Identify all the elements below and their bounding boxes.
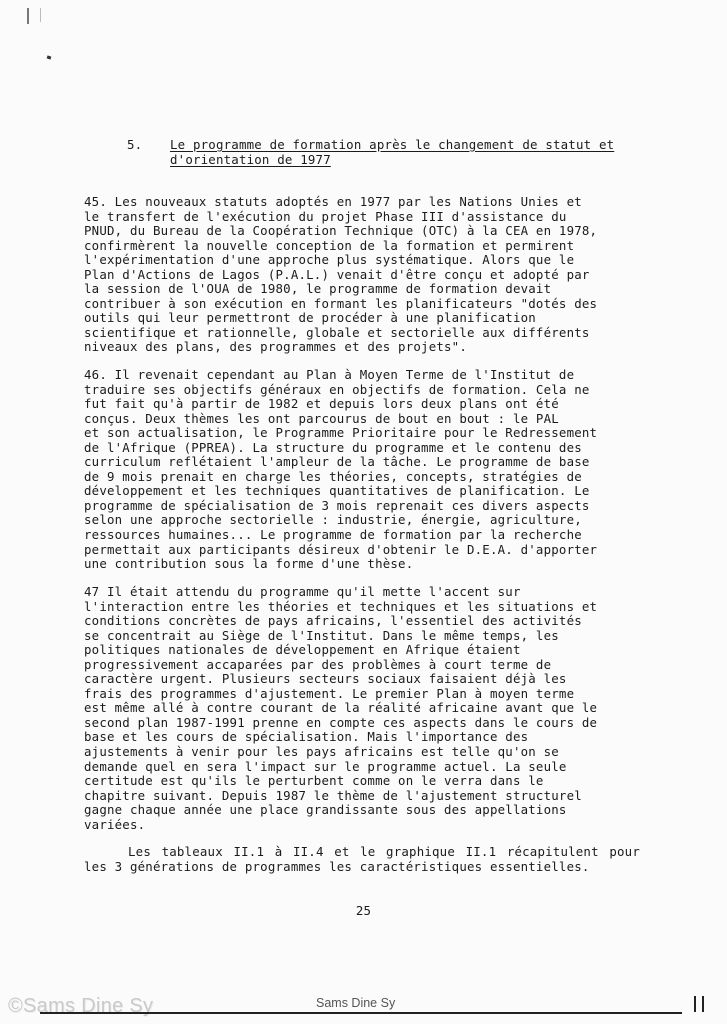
- footer-credit: Sams Dine Sy: [316, 996, 396, 1010]
- scan-artifact-mark: [27, 8, 29, 24]
- section-title: Le programme de formation après le changement de statut et d'orientation de 1977: [170, 137, 615, 167]
- paragraph-final: [84, 845, 640, 874]
- paragraph-final-text: Les tableaux II.1 à II.4 et le graphique II.1 récapitulent pour les 3 générations de programmes les caractéristiques essentielles.: [84, 844, 640, 874]
- footer-watermark: ©Sams Dine Sy: [8, 995, 154, 1017]
- footer-rule: [40, 1012, 682, 1014]
- scan-artifact-mark: [40, 8, 41, 22]
- paragraph-47: 47 Il était attendu du programme qu'il mette l'accent sur l'interaction entre les théories et techniques et les situations et conditions concrètes de pays africains, l'essentiel des activités se concentrait au Siège de l'Institut. Dans le même temps, les politiques nationales de développement en Afrique étaient progressivement accaparées par des problèmes à court terme de caractère urgent. Plusieurs secteurs sociaux faisaient déjà les frais des programmes d'ajustement. Le premier Plan à moyen terme est même allé à contre courant de la réalité africaine avant que le second plan 1987-1991 prenne en compte ces aspects dans le cours de base et les cours de spécialisation. Mais l'importance des ajustements à venir pour les pays africains est telle qu'on se demande quel en sera l'impact sur le programme actuel. La seule certitude est qu'ils le perturbent comme on le verra dans le chapitre suivant. Depuis 1987 le thème de l'ajustement structurel gagne chaque année une place grandissante sous des appellations variées.: [84, 584, 598, 832]
- footer-tick-mark: [694, 996, 696, 1012]
- scan-artifact-dot: [47, 55, 52, 59]
- paragraph-46: 46. Il revenait cependant au Plan à Moyen Terme de l'Institut de traduire ses objectifs généraux en objectifs de formation. Cela ne fut fait qu'à partir de 1982 et depuis lors deux plans ont été conçus. Deux thèmes les ont parcourus de bout en bout : le PAL et son actualisation, le Programme Prioritaire pour le Redressement de l'Afrique (PPREA). La structure du programme et le contenu des curriculum reflétaient l'ampleur de la tâche. Le programme de base de 9 mois prenait en charge les théories, concepts, stratégies de développement et les techniques quantitatives de planification. Le programme de spécialisation de 3 mois reprenait ces divers aspects selon une approche sectorielle : industrie, énergie, agriculture, ressources humaines... Le programme de formation par la recherche permettait aux participants désireux d'obtenir le D.E.A. d'apporter une contribution sous la forme d'une thèse.: [84, 367, 598, 572]
- page-number: 25: [355, 903, 372, 918]
- section-number: 5.: [127, 137, 143, 152]
- paragraph-45: 45. Les nouveaux statuts adoptés en 1977 par les Nations Unies et le transfert de l'exécution du projet Phase III d'assistance du PNUD, du Bureau de la Coopération Technique (OTC) à la CEA en 1978, confirmèrent la nouvelle conception de la formation et permirent l'expérimentation d'une approche plus systématique. Alors que le Plan d'Actions de Lagos (P.A.L.) venait d'être conçu et adopté par la session de l'OUA de 1980, le programme de formation devait contribuer à son exécution en formant les planificateurs "dotés des outils qui leur permettront de procéder à une planification scientifique et rationnelle, globale et sectorielle aux différents niveaux des plans, des programmes et des projets".: [84, 194, 598, 355]
- footer-tick-mark: [702, 996, 704, 1012]
